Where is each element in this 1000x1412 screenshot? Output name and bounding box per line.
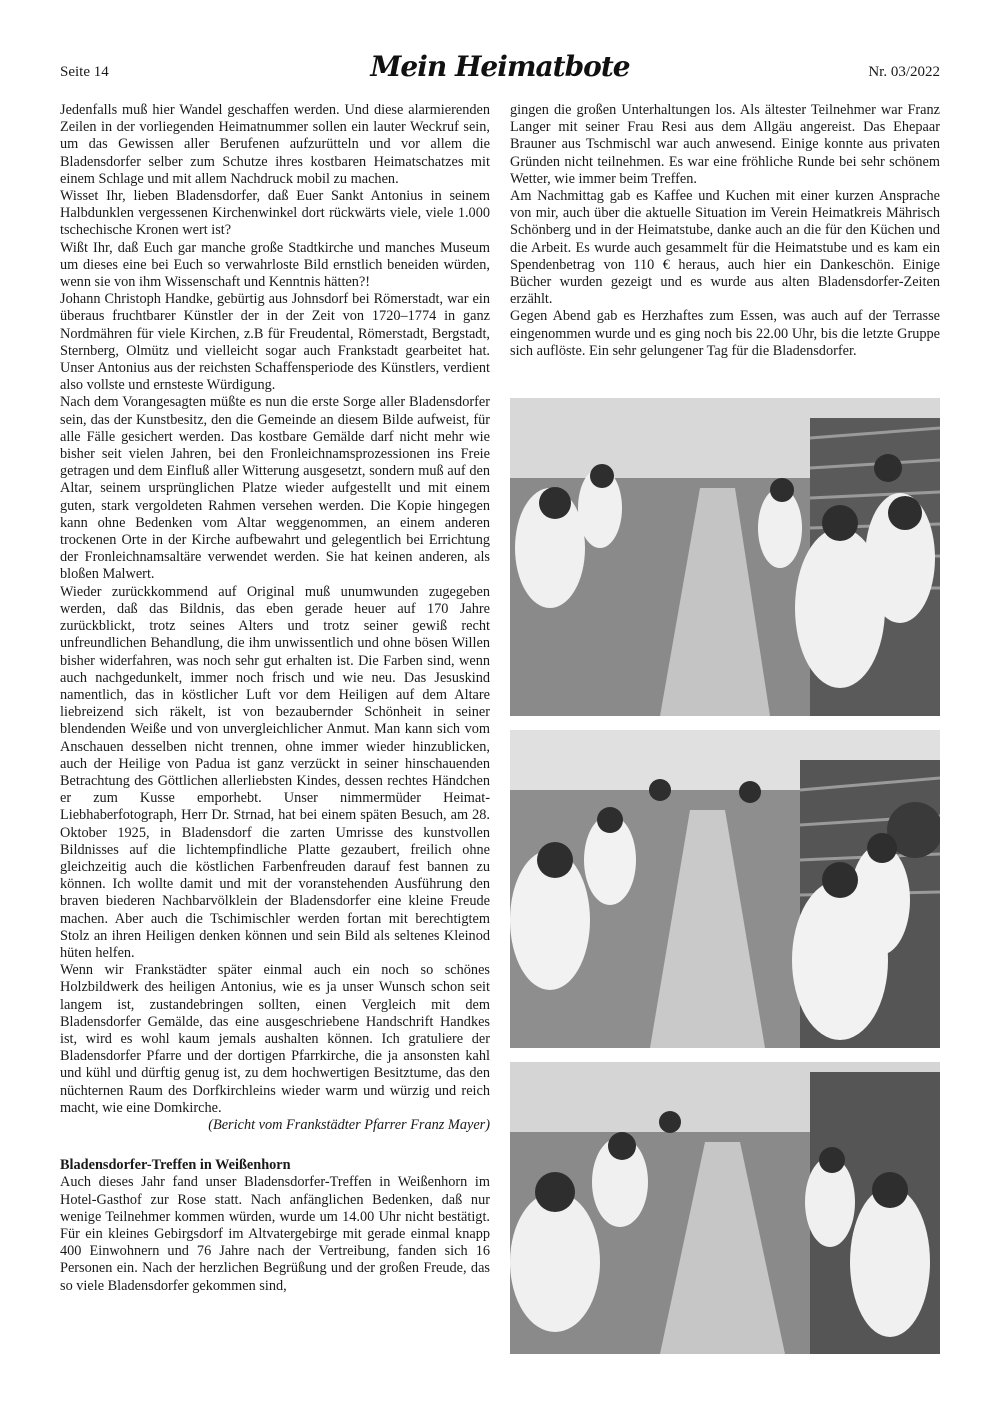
page-header: [60, 50, 940, 94]
paragraph: Gegen Abend gab es Herzhaftes zum Essen, was auch auf der Terrasse eingenommen wurde und es ging noch bis 22.00 Uhr, bis die letzte Gruppe sich auflöste. Ein sehr gelungener Tag für die Bladensdorfer.: [510, 308, 940, 359]
page-number: Seite 14: [60, 64, 109, 80]
left-column: [60, 102, 490, 1295]
paragraph: Wieder zurückkommend auf Original muß unumwunden zugegeben werden, daß das Bildnis, das eben gerade heuer auf 170 Jahre zurückblickt, trotz seines Alters und trotz seiner gewiß recht unfreundlichen Behandlung, die ihm unwissentlich und ohne bösen Willen bisher widerfahren, was noch sehr gut erhalten ist. Die Farben sind, wenn auch nachgedunkelt, immer noch frisch und wie neu. Das Jesuskind namentlich, das in köstlicher Luft vor dem Heiligen auf dem Altare liebreizend sich räkelt, ist von bezaubernder Schönheit in seiner blendenden Weiße und von unvergleichlicher Anmut. Man kann sich vom Anschauen desselben nicht trennen, ohne immer wieder hinzublicken, auch der Heilige von Padua ist ganz verzückt in seiner hinschauenden Betrachtung des Göttlichen allerliebsten Kindes, dessen rechtes Händchen er zum Kusse emporhebt. Unser nimmermüder Heimat-Liebhaberfotograph, Herr Dr. Strnad, hat bei einem späten Besuch, am 28. Oktober 1925, in Bladensdorf die zarten Umrisse des kunstvollen Bildnisses auf die lichtempfindliche Platte gezaubert, freilich ohne gleichzeitig auch die köstlichen Farbenfreuden darauf fest bannen zu können. Ich wollte damit und mit der voranstehenden Ausführung den braven biederen Nachbarvölklein der Bladensdorfer eine kleine Freude machen. Aber auch die Tschimischler werden fortan mit berechtigtem Stolz an ihren Heiligen denken können und sein Bild als seltenes Kleinod hüten helfen.: [60, 583, 490, 961]
paragraph: Jedenfalls muß hier Wandel geschaffen werden. Und diese alarmierenden Zeilen in der vorliegenden Heimatnummer sollen ein lauter Weckruf sein, um das Gewissen aller Berufenen aufzurütteln und vor allem die Bladensdorfer selber zum Schutze ihres kostbaren Heimatschatzes mit einem Schlage und mit allem Nachdruck mobil zu machen.: [60, 102, 490, 187]
paragraph: Wenn wir Frankstädter später einmal auch ein noch so schönes Holzbildwerk des heiligen Antonius, wie es ja unser Wunsch schon seit langem ist, zustandebringen sollten, einen Vergleich mit dem Bladensdorfer Gemälde, das eine ausgeschriebene Handschrift Handkes ist, wird es wohl kaum jemals aushalten können. Ich gratuliere der Bladensdorfer Pfarre und der dortigen Pfarrkirche, die ja ansonsten kahl und kühl und dürftig genug ist, zu dem hochwertigen Besitztume, das den nüchternen Raum des Dorfkirchleins wieder warm und würzig und reich macht, wie eine Domkirche.: [60, 962, 490, 1116]
paragraph: Nach dem Vorangesagten müßte es nun die erste Sorge aller Bladensdorfer sein, das der Kunstbesitz, den die Gemeinde an diesem Bilde aufweist, für alle Fälle gesichert werden. Das kostbare Gemälde darf nicht mehr wie bisher seit vielen Jahren, bei den Fronleichnamsprozessionen ins Freie getragen und dem Einfluß aller Witterung ausgesetzt, sondern muß auf den Altar, seinem ursprünglichen Platze wieder aufgestellt und mit einem guten, stark vergoldeten Rahmen versehen werden. Die Kopie hingegen kann ohne Bedenken vom Altar weggenommen, an einem anderen trockenen Orte in der Kirche aufbewahrt und gelegentlich bei Errichtung der Fronleichnamsaltäre verwendet werden. Sie hat keinen anderen, als bloßen Malwert.: [60, 394, 490, 583]
right-column: [510, 102, 940, 360]
paragraph: Auch dieses Jahr fand unser Bladensdorfer-Treffen in Weißenhorn im Hotel-Gasthof zur Rose statt. Nach anfänglichen Bedenken, daß nur wenige Teilnehmer kommen würden, wurde um 14.00 Uhr nicht bestätigt. Für ein kleines Gebirgsdorf im Altvatergebirge mit gerade einmal knapp 400 Einwohnern und 76 Jahre nach der Vertreibung, fanden sich 16 Personen ein. Nach der herzlichen Begrüßung und der großen Freude, das so viele Bladensdorfer gekommen sind,: [60, 1174, 490, 1294]
photo-group-terrace-2: [510, 730, 940, 1048]
issue-number: Nr. 03/2022: [868, 64, 940, 80]
attribution: (Bericht vom Frankstädter Pfarrer Franz Mayer): [208, 1116, 490, 1133]
paragraph: Wisset Ihr, lieben Bladensdorfer, daß Euer Sankt Antonius in seinem Halbdunklen vergessenen Kirchenwinkel dort rückwärts viele, viele 1.000 tschechische Kronen wert ist?: [60, 188, 490, 239]
masthead-logo: Mein Heimatbote: [370, 50, 630, 83]
paragraph: Am Nachmittag gab es Kaffee und Kuchen mit einer kurzen Ansprache von mir, auch über die aktuelle Situation im Verein Heimatkreis Mährisch Schönberg und in der Heimatstube, danke auch an die für den Küchen und die Arbeit. Es wurde auch gesammelt für die Heimatstube und es kam ein Spendenbetrag von 110 € heraus, auch hier ein Dankeschön. Einige Bücher wurden gezeigt und es wurde aus alten Bladensdorfer-Zeiten erzählt.: [510, 188, 940, 308]
paragraph: Johann Christoph Handke, gebürtig aus Johnsdorf bei Römerstadt, war ein überaus fruchtbarer Künstler der in der Zeit von 1720–1774 in ganz Nordmähren für viele Kirchen, z.B für Freudental, Römerstadt, Bergstadt, Sternberg, Olmütz und vielleicht sogar auch Frankstadt gearbeitet hat. Unser Antonius aus der reichsten Schaffensperiode des Künstlers, verdient also vollste und ernsteste Würdigung.: [60, 291, 490, 394]
paragraph: Wißt Ihr, daß Euch gar manche große Stadtkirche und manches Museum um dieses eine bei Euch so verwahrloste Bild ernstlich beneiden würden, wenn sie von ihm Wissenschaft und Kenntnis hätten?!: [60, 239, 490, 291]
paragraph: gingen die großen Unterhaltungen los. Als ältester Teilnehmer war Franz Langer mit seiner Frau Resi aus dem Allgäu angereist. Das Ehepaar Brauner aus Tschmischl war auch anwesend. Einige konnte aus privaten Gründen nicht teilnehmen. Es war eine fröhliche Runde bei sehr schönem Wetter, wie immer beim Treffen.: [510, 102, 940, 187]
photo-group-terrace-1: [510, 398, 940, 716]
section-title: Bladensdorfer-Treffen in Weißenhorn: [60, 1157, 291, 1174]
photo-group-terrace-3: [510, 1062, 940, 1354]
